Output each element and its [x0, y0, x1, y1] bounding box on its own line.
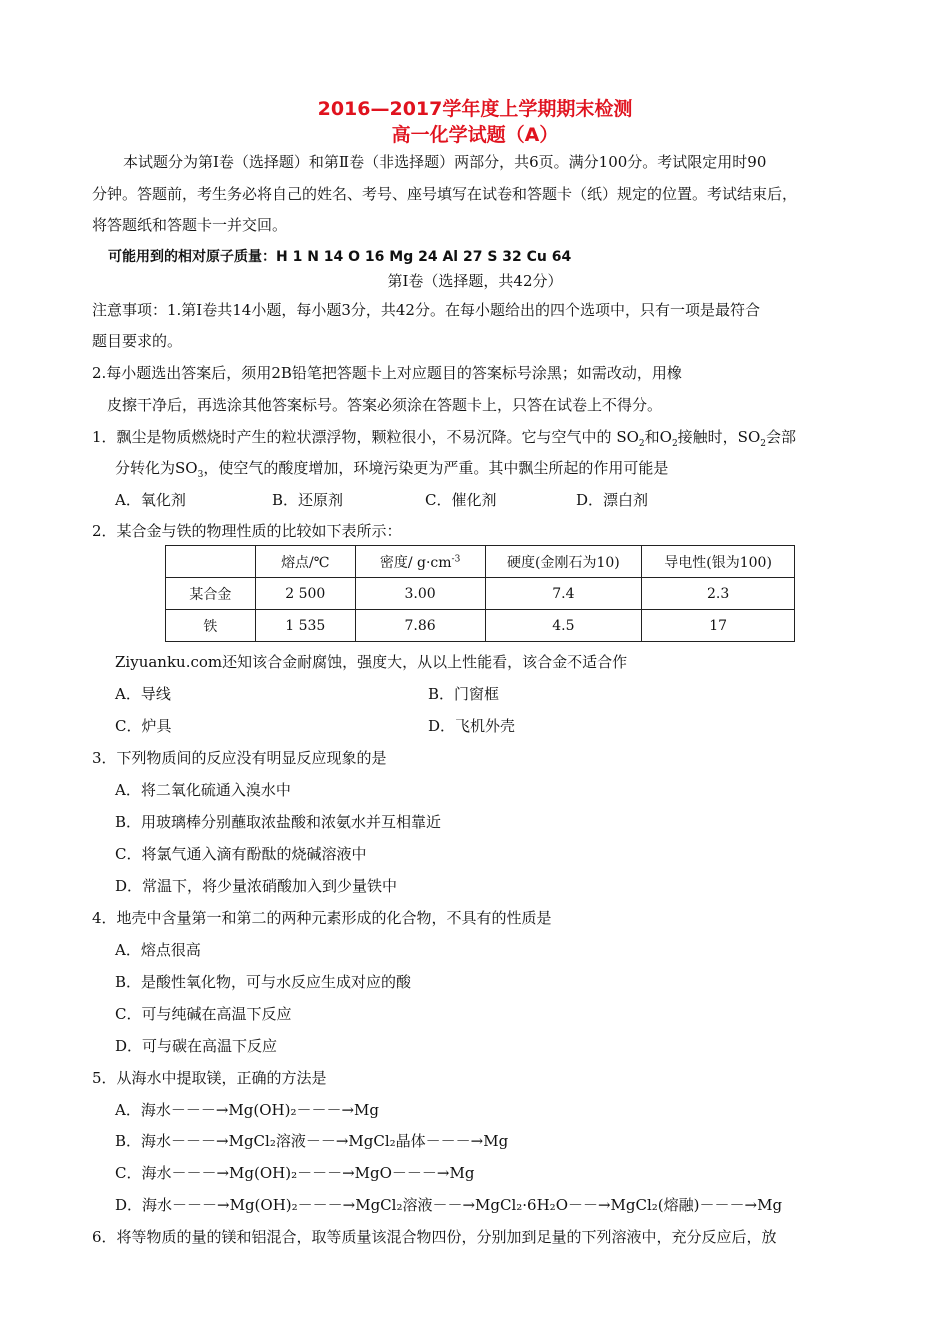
table-cell: 4.5	[485, 610, 642, 642]
table-cell: 3.00	[355, 578, 485, 610]
intro-line: 本试题分为第Ⅰ卷（选择题）和第Ⅱ卷（非选择题）两部分，共6页。满分100分。考试限定用时90	[123, 153, 767, 171]
table-header: 熔点/℃	[255, 546, 355, 578]
table-cell: 某合金	[166, 578, 256, 610]
property-table	[165, 545, 795, 642]
question-5-stem: 5．从海水中提取镁，正确的方法是	[92, 1069, 327, 1087]
option-a: A．海水－－－→Mg(OH)₂－－－→Mg	[115, 1101, 379, 1119]
table-cell: 7.86	[355, 610, 485, 642]
table-header: 导电性(银为100)	[642, 546, 795, 578]
table-header: 密度/ $g\cdot cm^{-3}$	[355, 546, 485, 578]
question-6-stem: 6．将等物质的量的镁和铝混合，取等质量该混合物四份，分别加到足量的下列溶液中，充分反应后，放	[92, 1228, 777, 1246]
atomic-masses: 可能用到的相对原子质量：H 1 N 14 O 16 Mg 24 Al 27 S 32 Cu 64	[108, 249, 572, 265]
question-1-stem-cont: 分转化为$SO_3$，使空气的酸度增加，环境污染更为严重。其中飘尘所起的作用可能是	[115, 459, 669, 480]
notes-line: 2.每小题选出答案后，须用2B铅笔把答题卡上对应题目的答案标号涂黑；如需改动，用橡	[92, 364, 682, 382]
question-1-stem: 1．飘尘是物质燃烧时产生的粒状漂浮物，颗粒很小，不易沉降。它与空气中的 $SO_2$和$O_2$接触时，$SO_2$会部	[92, 428, 796, 449]
table-header	[166, 546, 256, 578]
question-3-stem: 3．下列物质间的反应没有明显反应现象的是	[92, 749, 387, 767]
question-2-stem: 2．某合金与铁的物理性质的比较如下表所示：	[92, 522, 402, 540]
table-row	[166, 578, 795, 610]
intro-line: 分钟。答题前，考生务必将自己的姓名、考号、座号填写在试卷和答题卡（纸）规定的位置。考试结束后，	[92, 185, 798, 203]
option-d: D．飞机外壳	[428, 717, 516, 735]
question-2-followup: Ziyuanku.com还知该合金耐腐蚀，强度大，从以上性能看，该合金不适合作	[115, 653, 628, 671]
table-cell: 2 500	[255, 578, 355, 610]
option-a: A．熔点很高	[115, 941, 201, 959]
table-cell: 1 535	[255, 610, 355, 642]
table-row	[166, 610, 795, 642]
notes-line: 皮擦干净后，再选涂其他答案标号。答案必须涂在答题卡上，只答在试卷上不得分。	[107, 396, 663, 414]
option-d: D．可与碳在高温下反应	[115, 1037, 278, 1055]
option-a: A．导线	[115, 685, 171, 703]
notes-line: 注意事项：1.第Ⅰ卷共14小题，每小题3分，共42分。在每小题给出的四个选项中，只有一项是最符合	[92, 301, 760, 319]
table-cell: 7.4	[485, 578, 642, 610]
option-b: B．用玻璃棒分别蘸取浓盐酸和浓氨水并互相靠近	[115, 813, 442, 831]
section-heading: 第Ⅰ卷（选择题，共42分）	[387, 272, 563, 290]
table-cell: 铁	[166, 610, 256, 642]
option-a: A．将二氧化硫通入溴水中	[115, 781, 291, 799]
option-c: C．将氯气通入滴有酚酞的烧碱溶液中	[115, 845, 367, 863]
option-c: C．海水－－－→Mg(OH)₂－－－→MgO－－－→Mg	[115, 1164, 475, 1182]
option-c: C．催化剂	[425, 491, 497, 509]
option-d: D．海水－－－→Mg(OH)₂－－－→MgCl₂溶液－－→MgCl₂·6H₂O－－→MgCl₂(熔融)－－－→Mg	[115, 1196, 783, 1214]
option-d: D．常温下，将少量浓硝酸加入到少量铁中	[115, 877, 398, 895]
intro-line: 将答题纸和答题卡一并交回。	[92, 216, 288, 234]
option-b: B．海水－－－→MgCl₂溶液－－→MgCl₂晶体－－－→Mg	[115, 1132, 509, 1150]
option-b: B．是酸性氧化物，可与水反应生成对应的酸	[115, 973, 412, 991]
option-b: B．门窗框	[428, 685, 500, 703]
option-c: C．炉具	[115, 717, 172, 735]
exam-title: 2016—2017学年度上学期期末检测	[317, 98, 633, 120]
table-cell: 2.3	[642, 578, 795, 610]
table-header: 硬度(金刚石为10)	[485, 546, 642, 578]
exam-subtitle: 高一化学试题（A）	[391, 124, 559, 146]
table-cell: 17	[642, 610, 795, 642]
question-4-stem: 4．地壳中含量第一和第二的两种元素形成的化合物，不具有的性质是	[92, 909, 552, 927]
table-header-row	[166, 546, 795, 578]
option-a: A．氧化剂	[115, 491, 186, 509]
option-c: C．可与纯碱在高温下反应	[115, 1005, 292, 1023]
option-b: B．还原剂	[272, 491, 344, 509]
notes-line: 题目要求的。	[92, 332, 183, 350]
option-d: D．漂白剂	[576, 491, 649, 509]
